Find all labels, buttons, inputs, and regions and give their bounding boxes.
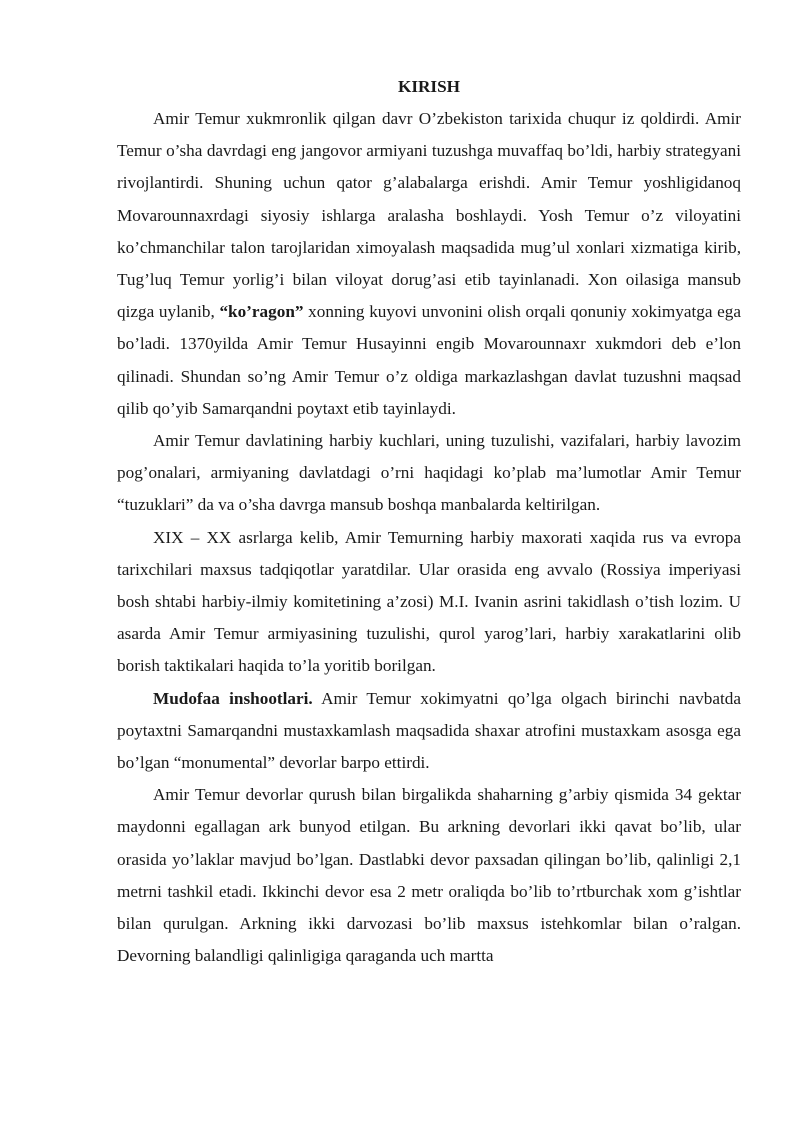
paragraph-intro bbox=[117, 103, 741, 425]
paragraph-ark-walls: Amir Temur devorlar qurush bilan birgalikda shaharning g’arbiy qismida 34 gektar maydonni egallagan ark bunyod etilgan. Bu arkning devorlari ikki qavat bo’lib, ular orasida yo’laklar mavjud bo’lgan. Dastlabki devor paxsadan qilingan bo’lib, qalinligi 2,1 metrni tashkil etadi. Ikkinchi devor esa 2 metr oraliqda bo’lib to’rtburchak xom g’ishtlar bilan qurulgan. Arkning ikki darvozasi bo’lib maxsus istehkomlar bilan o’ralgan. Devorning balandligi qalinligiga qaraganda uch martta bbox=[117, 785, 741, 966]
paragraph-intro-text-b: xonning kuyovi unvonini olish orqali qonuniy xokimyatga ega bo’ladi. 1370yilda Amir Temur Husayinni engib Movarounnaxr xukmdori deb e’lon qilinadi. Shundan so’ng Amir Temur o’z oldiga markazlashgan davlat tuzushni maqsad qilib qo’yib Samarqandni poytaxt etib tayinlaydi. bbox=[117, 302, 741, 418]
koragon-bold-term: “ko’ragon” bbox=[219, 302, 304, 322]
paragraph-military-forces: Amir Temur davlatining harbiy kuchlari, uning tuzulishi, vazifalari, harbiy lavozim pog’onalari, armiyaning davlatdagi o’rni haqidagi ko’plab ma’lumotlar Amir Temur “tuzuklari” da va o’sha davrga mansub boshqa manbalarda keltirilgan. bbox=[117, 431, 741, 515]
paragraph-defense-structures bbox=[117, 683, 741, 780]
defense-structures-text: Amir Temur xokimyatni qo’lga olgach birinchi navbatda poytaxtni Samarqandni mustaxkamlash maqsadida shaxar atrofini mustaxkam asosga ega bo’lgan “monumental” devorlar barpo ettirdi. bbox=[117, 688, 741, 773]
defense-structures-heading: Mudofaa inshootlari. bbox=[153, 688, 313, 708]
paragraph-historians: XIX – XX asrlarga kelib, Amir Temurning harbiy maxorati xaqida rus va evropa tarixchilari maxsus tadqiqotlar yaratdilar. Ular orasida eng avvalo (Rossiya imperiyasi bosh shtabi harbiy-ilmiy komitetining a’zosi) M.I. Ivanin asrini takidlash o’tish lozim. U asarda Amir Temur armiyasining tuzulishi, qurol yarog’lari, harbiy xarakatlarini olib borish taktikalari haqida to’la yoritib borilgan. bbox=[117, 527, 741, 676]
paragraph-intro-text-a: Amir Temur xukmronlik qilgan davr O’zbekiston tarixida chuqur iz qoldirdi. Amir Temur o’sha davrdagi eng jangovor armiyani tuzushga muvaffaq bo’ldi, harbiy strategyani rivojlantirdi. Shuning uchun qator g’alabalarga erishdi. Amir Temur yoshligidanoq Movarounnaxrdagi siyosiy ishlarga aralasha boshlaydi. Yosh Temur o’z viloyatini ko’chmanchilar talon tarojlaridan ximoyalash maqsadida mug’ul xonlari xizmatiga kirib, Tug’luq Temur yorlig’i bilan viloyat dorug’asi etib tayinlanadi. Xon oilasiga mansub qizga uylanib, bbox=[117, 109, 741, 322]
document-page bbox=[117, 71, 741, 972]
document-title: KIRISH bbox=[397, 77, 461, 96]
